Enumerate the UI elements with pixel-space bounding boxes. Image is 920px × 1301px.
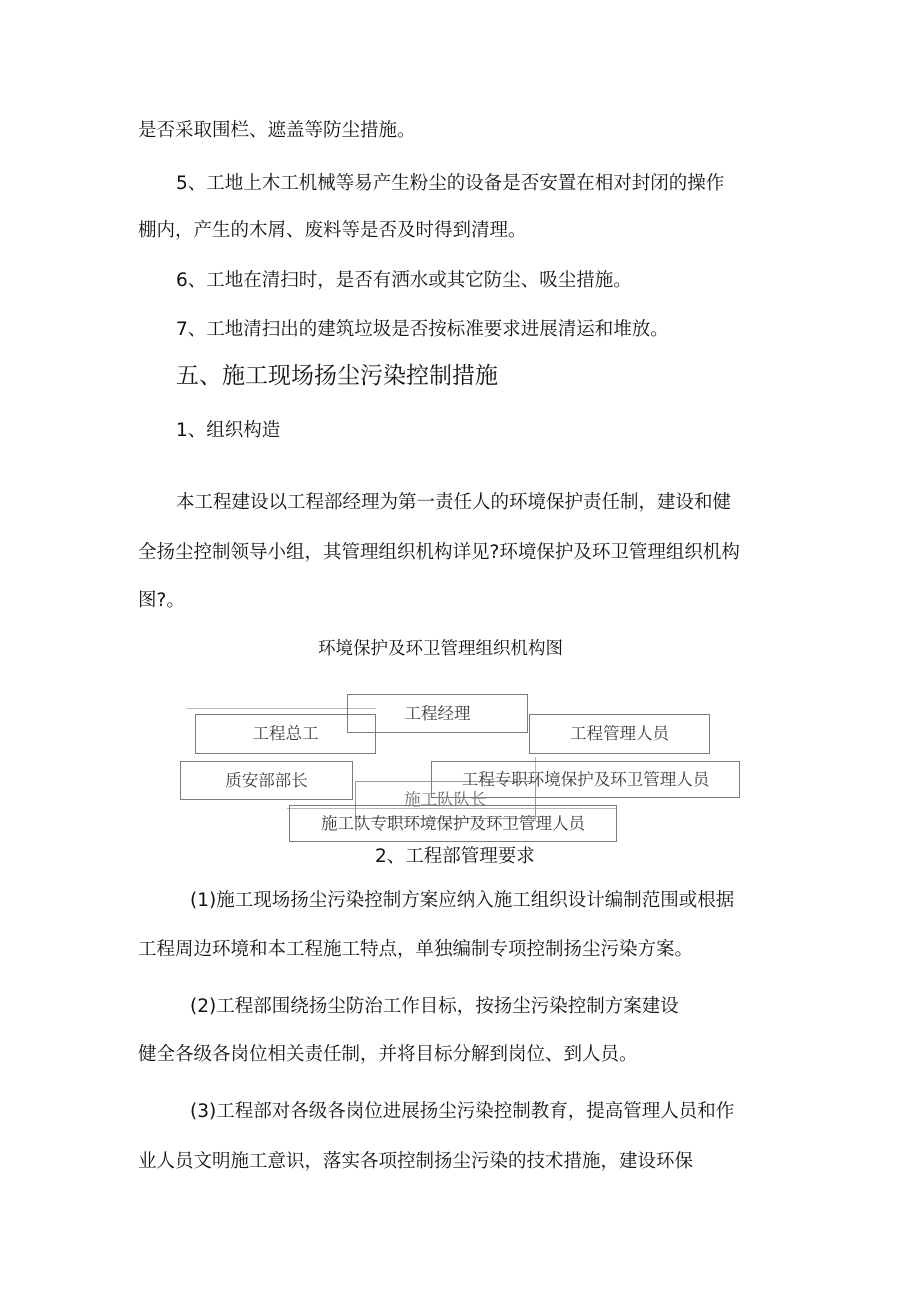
paragraph-line: 5、工地上木工机械等易产生粉尘的设备是否安置在相对封闭的操作	[176, 173, 725, 194]
org-node-team-env-staff: 施工队专职环境保护及环卫管理人员	[289, 805, 617, 842]
chart-caption: 环境保护及环卫管理组织机构图	[318, 639, 563, 659]
org-node-chief-engineer: 工程总工	[195, 714, 376, 754]
subheading: 2、工程部管理要求	[375, 846, 535, 867]
org-node-env-staff: 工程专职环境保护及环卫管理人员	[431, 761, 740, 798]
org-node-manager: 工程经理	[347, 694, 528, 733]
paragraph-line: 本工程建设以工程部经理为第一责任人的环境保护责任制，建设和健	[176, 492, 732, 513]
paragraph-line: (3)工程部对各级各岗位进展扬尘污染控制教育，提高管理人员和作	[190, 1101, 735, 1122]
paragraph-line: 是否采取围栏、遮盖等防尘措施。	[138, 120, 416, 141]
org-node-management-staff: 工程管理人员	[529, 714, 710, 754]
paragraph-line: 图?。	[138, 590, 185, 611]
paragraph-line: 健全各级各岗位相关责任制，并将目标分解到岗位、到人员。	[138, 1044, 638, 1065]
subheading: 1、组织构造	[176, 420, 281, 441]
paragraph-line: 棚内，产生的木屑、废料等是否及时得到清理。	[138, 220, 527, 241]
paragraph-line: (1)施工现场扬尘污染控制方案应纳入施工组织设计编制范围或根据	[190, 890, 735, 911]
paragraph-line: 工程周边环境和本工程施工特点，单独编制专项控制扬尘污染方案。	[138, 939, 694, 960]
org-node-safety-head: 质安部部长	[180, 761, 353, 800]
paragraph-line: 业人员文明施工意识，落实各项控制扬尘污染的技术措施，建设环保	[138, 1151, 694, 1172]
org-node-team-leader: 施工队队长	[355, 781, 536, 819]
paragraph-line: 全扬尘控制领导小组，其管理组织机构详见?环境保护及环卫管理组织机构	[138, 542, 740, 563]
section-heading: 五、施工现场扬尘污染控制措施	[176, 363, 498, 389]
paragraph-line: 6、工地在清扫时，是否有洒水或其它防尘、吸尘措施。	[176, 270, 632, 291]
paragraph-line: (2)工程部围绕扬尘防治工作目标，按扬尘污染控制方案建设	[190, 996, 679, 1017]
paragraph-line: 7、工地清扫出的建筑垃圾是否按标准要求进展清运和堆放。	[176, 319, 669, 340]
